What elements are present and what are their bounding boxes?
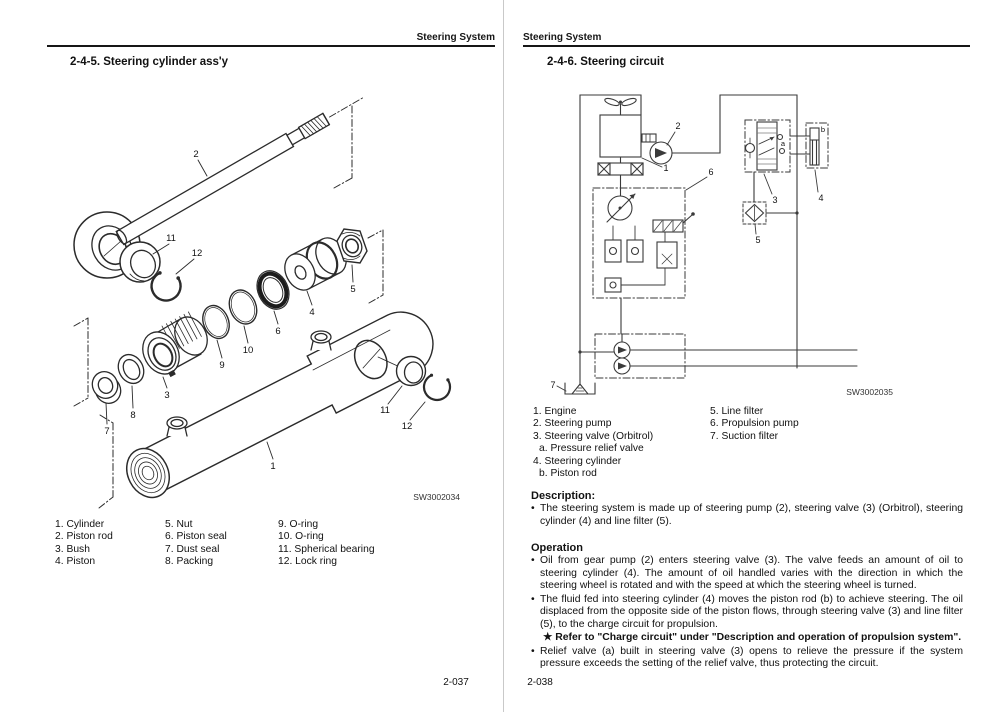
- part-label-12a: 12: [191, 248, 203, 259]
- star-marker: ★: [543, 632, 553, 643]
- legend-item: 7. Suction filter: [710, 430, 779, 442]
- part-label-6: 6: [275, 326, 281, 337]
- bullet-marker: •: [531, 645, 535, 657]
- legend-item: 2. Steering pump: [533, 418, 612, 430]
- circuit-legend-col1: [533, 406, 653, 480]
- part-label-4: 4: [309, 307, 315, 318]
- circuit-label-a: a: [780, 139, 786, 148]
- right-page-number: 2-038: [527, 677, 553, 688]
- part-item: 10. O-ring: [278, 531, 324, 543]
- operation-bullet: • Oil from gear pump (2) enters steering valve (3). The valve feeds an amount of oil to steering cylinder (4). The amount of oil handled varies with the direction in which the steering wheel is rotated and with the speed at which the steering wheel is turned.: [531, 555, 963, 591]
- legend-item: 1. Engine: [533, 406, 577, 417]
- engine-symbol: [600, 97, 641, 157]
- part-label-5: 5: [350, 284, 356, 295]
- steering-pump-symbol: [642, 134, 672, 164]
- left-section-title: 2-4-5. Steering cylinder ass'y: [70, 56, 229, 68]
- circuit-label-6: 6: [708, 167, 714, 177]
- circuit-label-5: 5: [755, 235, 761, 245]
- operation-bullet: • Relief valve (a) built in steering valve (3) opens to relieve the pressure if the system pressure exceeds the setting of the relief valve, thus protecting the circuit.: [531, 645, 963, 669]
- parts-list-col2: [165, 519, 227, 569]
- part-item: 12. Lock ring: [278, 556, 337, 568]
- propulsion-pump-symbol: [593, 188, 695, 298]
- lock-ring-upper: [152, 271, 181, 300]
- legend-item: 6. Propulsion pump: [710, 418, 799, 430]
- part-item: 11. Spherical bearing: [278, 543, 375, 555]
- o-ring-10: [224, 286, 261, 328]
- legend-item: 3. Steering valve (Orbitrol): [533, 430, 654, 442]
- operation-body: [531, 555, 963, 672]
- operation-bullet: • The fluid fed into steering cylinder (4) moves the piston rod (b) to achieve steering. The oil displaced from the opposite side of the piston flows, through steering valve (3) and line filter (5), to the charge circuit for propulsion.: [531, 593, 963, 630]
- bullet-marker: •: [531, 593, 535, 605]
- circuit-label-3: 3: [772, 195, 778, 205]
- description-heading: Description:: [531, 490, 596, 502]
- lock-ring-lower: [424, 374, 450, 400]
- suction-filter-symbol: [565, 383, 595, 394]
- part-item: 4. Piston: [55, 556, 96, 568]
- legend-item: 5. Line filter: [710, 406, 764, 417]
- legend-item: 4. Steering cylinder: [533, 455, 622, 467]
- left-header-rule: [47, 45, 495, 47]
- part-label-1: 1: [270, 461, 276, 472]
- charge-pumps-symbol: [595, 298, 857, 378]
- part-label-11b: 11: [380, 405, 390, 416]
- legend-subitem: b. Piston rod: [539, 468, 597, 480]
- circuit-label-4: 4: [818, 193, 824, 203]
- part-label-7: 7: [104, 426, 110, 437]
- operation-heading: Operation: [531, 542, 583, 554]
- circuit-label-7: 7: [550, 380, 556, 390]
- page-divider: [503, 0, 504, 712]
- right-running-header: Steering System: [523, 32, 602, 43]
- bullet-marker: •: [531, 503, 535, 514]
- piston-rod: [115, 91, 368, 246]
- part-item: 2. Piston rod: [55, 531, 113, 543]
- steering-circuit-diagram: [545, 82, 965, 402]
- description-bullet: • The steering system is made up of steering pump (2), steering valve (3) (Orbitrol), steering cylinder (4) and line filter (5).: [531, 503, 963, 527]
- left-figure-code: SW3002034: [413, 492, 460, 502]
- circuit-label-2: 2: [675, 121, 681, 131]
- part-item: 9. O-ring: [278, 519, 319, 530]
- part-label-11a: 11: [166, 233, 176, 244]
- right-header-rule: [523, 45, 970, 47]
- legend-subitem: a. Pressure relief valve: [539, 443, 644, 455]
- circuit-label-1: 1: [663, 163, 669, 173]
- engine-coupling: [598, 157, 643, 188]
- part-item: 5. Nut: [165, 519, 193, 530]
- parts-list-col1: [55, 519, 113, 569]
- circuit-label-b: b: [820, 125, 826, 134]
- operation-note: ★ Refer to "Charge circuit" under "Description and operation of propulsion system".: [543, 632, 962, 643]
- part-item: 7. Dust seal: [165, 543, 220, 555]
- part-item: 1. Cylinder: [55, 519, 105, 530]
- line-filter-symbol: [743, 172, 799, 224]
- part-item: 8. Packing: [165, 556, 214, 568]
- left-running-header: Steering System: [416, 32, 495, 43]
- bullet-marker: •: [531, 555, 535, 566]
- part-label-12b: 12: [401, 421, 413, 432]
- right-figure-code: SW3002035: [846, 387, 893, 397]
- part-label-3: 3: [164, 390, 170, 401]
- spherical-bearing-lower: [397, 357, 426, 386]
- right-section-title: 2-4-6. Steering circuit: [547, 56, 664, 68]
- parts-list-col3: [278, 519, 375, 569]
- part-label-2: 2: [193, 149, 199, 160]
- part-label-8: 8: [130, 410, 136, 421]
- part-item: 6. Piston seal: [165, 531, 227, 543]
- part-label-10: 10: [242, 345, 254, 356]
- circuit-legend-col2: [710, 406, 799, 443]
- part-item: 3. Bush: [55, 543, 90, 555]
- description-body: [531, 503, 963, 529]
- steering-cylinder-exploded-diagram: [50, 90, 490, 515]
- left-page-number: 2-037: [443, 677, 469, 688]
- part-label-9: 9: [219, 360, 225, 371]
- bush: [136, 311, 214, 380]
